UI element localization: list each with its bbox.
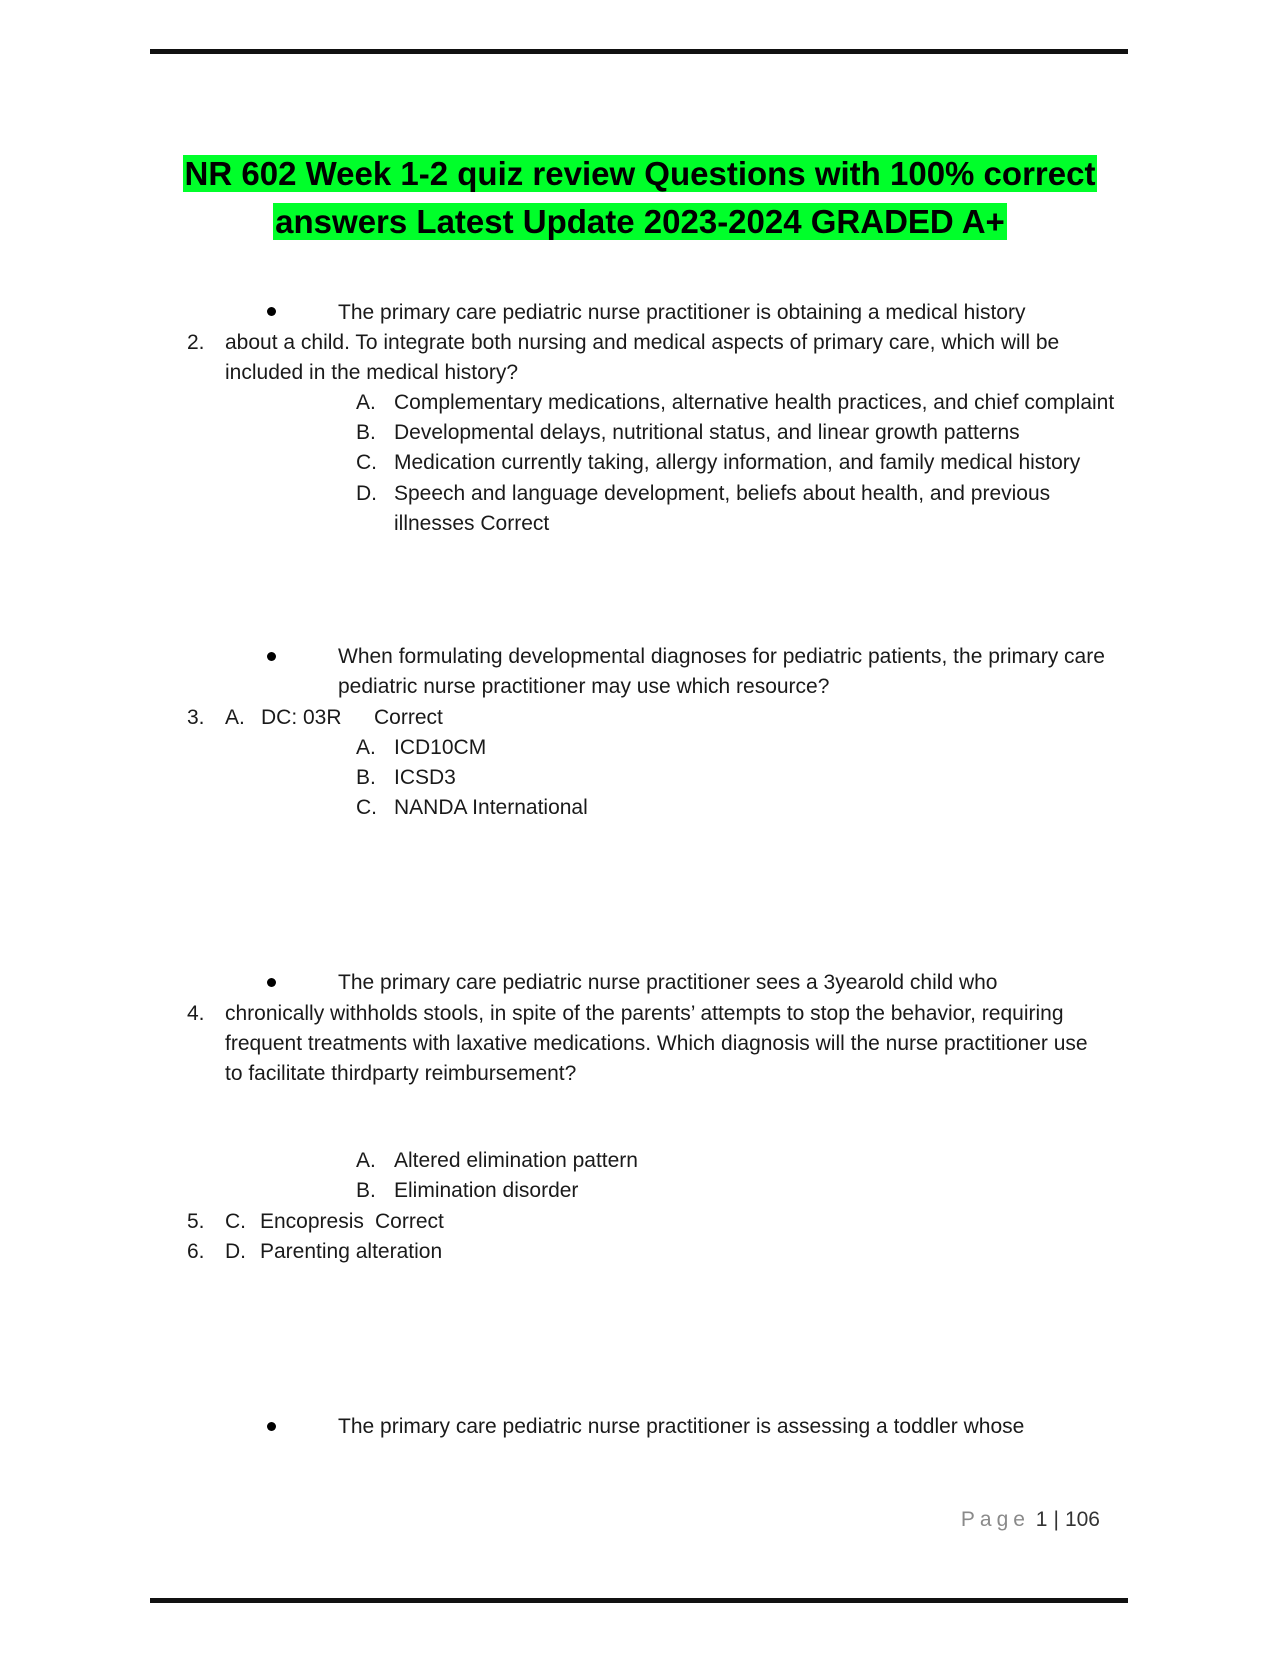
- number-5: 5.: [187, 1210, 205, 1233]
- q4-option-d: D. Parenting alteration: [225, 1240, 443, 1263]
- q2-option-d: D. Speech and language development, beliefs about health, and previous: [356, 482, 1051, 505]
- question-2-line-3: included in the medical history?: [225, 361, 518, 384]
- page-separator: |: [1053, 1508, 1059, 1531]
- q3-option-a: A. ICD10CM: [356, 736, 487, 759]
- bullet-icon: [267, 978, 276, 987]
- bullet-icon: [267, 652, 276, 661]
- q3-option-b: B. ICSD3: [356, 766, 456, 789]
- question-4-number: 4.: [187, 1002, 205, 1025]
- question-3-line-2: pediatric nurse practitioner may use which resource?: [338, 675, 830, 698]
- question-2-number: 2.: [187, 331, 205, 354]
- question-4-line-3: frequent treatments with laxative medications. Which diagnosis will the nurse practitioner use: [225, 1032, 1088, 1055]
- question-4-line-4: to facilitate thirdparty reimbursement?: [225, 1062, 577, 1085]
- question-5-line-1: The primary care pediatric nurse practitioner is assessing a toddler whose: [338, 1415, 1025, 1438]
- total-pages: 106: [1064, 1508, 1100, 1531]
- q2-option-a: A. Complementary medications, alternative health practices, and chief complaint: [356, 391, 1115, 414]
- question-3-number: 3.: [187, 706, 205, 729]
- header-rule: [150, 49, 1128, 54]
- q4-option-c: C. Encopresis Correct: [225, 1210, 444, 1233]
- number-6: 6.: [187, 1240, 205, 1263]
- question-4-line-2: chronically withholds stools, in spite of the parents’ attempts to stop the behavior, requiring: [225, 1002, 1064, 1025]
- question-2-line-1: The primary care pediatric nurse practitioner is obtaining a medical history: [338, 301, 1026, 324]
- bullet-icon: [267, 1422, 276, 1431]
- title-line-2: answers Latest Update 2023-2024 GRADED A+: [275, 203, 1005, 240]
- q4-option-a: A. Altered elimination pattern: [356, 1149, 638, 1172]
- q3-answer-line: A. DC: 03R Correct: [225, 706, 443, 729]
- q3-option-c: C. NANDA International: [356, 796, 588, 819]
- q2-option-d-continued: illnesses Correct: [394, 512, 550, 535]
- q4-option-b: B. Elimination disorder: [356, 1179, 579, 1202]
- page-number: 1: [1035, 1508, 1048, 1531]
- question-4-line-1: The primary care pediatric nurse practitioner sees a 3yearold child who: [338, 971, 998, 994]
- q2-option-b: B. Developmental delays, nutritional status, and linear growth patterns: [356, 421, 1020, 444]
- document-title: [0, 150, 1280, 246]
- title-line-1: NR 602 Week 1-2 quiz review Questions with 100% correct: [184, 155, 1096, 192]
- page-footer: [920, 1508, 1100, 1532]
- page-word: Page: [960, 1508, 1030, 1531]
- question-2-line-2: about a child. To integrate both nursing and medical aspects of primary care, which will be: [225, 331, 1060, 354]
- footer-rule: [150, 1598, 1128, 1603]
- q2-option-c: C. Medication currently taking, allergy information, and family medical history: [356, 451, 1081, 474]
- question-3-line-1: When formulating developmental diagnoses for pediatric patients, the primary care: [338, 645, 1105, 668]
- bullet-icon: [267, 307, 276, 316]
